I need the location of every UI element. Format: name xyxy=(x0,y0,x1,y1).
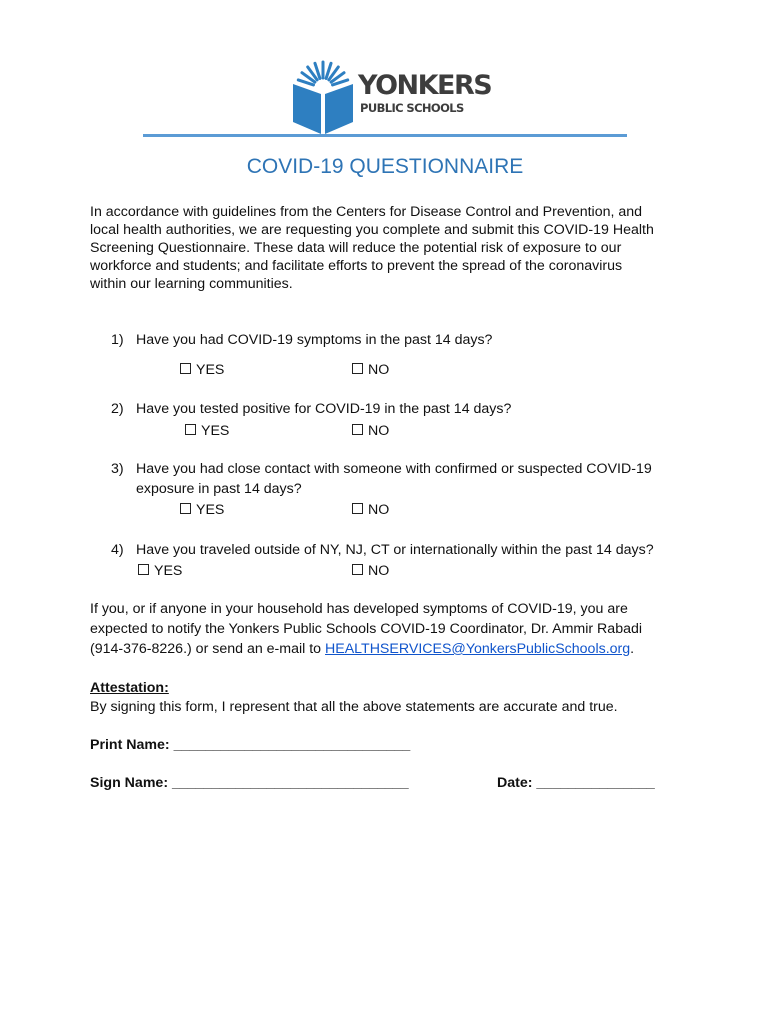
yes-option[interactable]: YES xyxy=(138,562,182,580)
no-option[interactable]: NO xyxy=(352,422,389,440)
notify-line: expected to notify the Yonkers Public Schools COVID-19 Coordinator, Dr. Ammir Rabadi xyxy=(90,621,643,637)
yes-option[interactable]: YES xyxy=(180,361,224,379)
book-logo-icon xyxy=(288,58,358,138)
intro-line: workforce and students; and facilitate efforts to prevent the spread of the coronavirus xyxy=(90,258,623,274)
notify-line: If you, or if anyone in your household has developed symptoms of COVID-19, you are xyxy=(90,601,628,617)
question-text: Have you tested positive for COVID-19 in the past 14 days? xyxy=(136,401,512,417)
question-text: Have you had COVID-19 symptoms in the past 14 days? xyxy=(136,332,493,348)
question-number: 2) xyxy=(111,401,124,417)
sign-name-field[interactable]: Sign Name: ______________________________ xyxy=(90,775,409,791)
checkbox-icon[interactable] xyxy=(352,424,363,435)
checkbox-icon[interactable] xyxy=(180,503,191,514)
yes-option[interactable]: YES xyxy=(180,501,224,519)
no-option[interactable]: NO xyxy=(352,562,389,580)
question-text: Have you had close contact with someone with confirmed or suspected COVID-19 xyxy=(136,461,652,477)
email-link[interactable]: HEALTHSERVICES@YonkersPublicSchools.org xyxy=(325,641,631,657)
header-divider xyxy=(143,134,627,137)
question-text: Have you traveled outside of NY, NJ, CT or internationally within the past 14 days? xyxy=(136,542,654,558)
attestation-heading: Attestation: xyxy=(90,680,169,696)
no-option[interactable]: NO xyxy=(352,361,389,379)
question-text: exposure in past 14 days? xyxy=(136,481,302,497)
intro-line: within our learning communities. xyxy=(90,276,293,292)
print-name-field[interactable]: Print Name: ______________________________ xyxy=(90,737,411,753)
no-option[interactable]: NO xyxy=(352,501,389,519)
checkbox-icon[interactable] xyxy=(185,424,196,435)
yes-option[interactable]: YES xyxy=(185,422,229,440)
question-number: 1) xyxy=(111,332,124,348)
checkbox-icon[interactable] xyxy=(352,363,363,374)
page-title: COVID-19 QUESTIONNAIRE xyxy=(246,155,524,178)
intro-line: In accordance with guidelines from the Centers for Disease Control and Prevention, and xyxy=(90,204,643,220)
logo-subtitle: PUBLIC SCHOOLS xyxy=(360,101,464,115)
date-field[interactable]: Date: _______________ xyxy=(497,775,655,791)
yonkers-logo xyxy=(288,58,492,138)
intro-line: local health authorities, we are requesting you complete and submit this COVID-19 Health xyxy=(90,222,654,238)
checkbox-icon[interactable] xyxy=(352,564,363,575)
checkbox-icon[interactable] xyxy=(352,503,363,514)
question-number: 3) xyxy=(111,461,124,477)
checkbox-icon[interactable] xyxy=(180,363,191,374)
checkbox-icon[interactable] xyxy=(138,564,149,575)
intro-line: Screening Questionnaire. These data will reduce the potential risk of exposure to our xyxy=(90,240,622,256)
logo-name: YONKERS xyxy=(358,70,492,101)
question-number: 4) xyxy=(111,542,124,558)
attestation-text: By signing this form, I represent that all the above statements are accurate and true. xyxy=(90,699,618,715)
notify-line: (914-376-8226.) or send an e-mail to HEALTHSERVICES@YonkersPublicSchools.org. xyxy=(90,641,635,657)
